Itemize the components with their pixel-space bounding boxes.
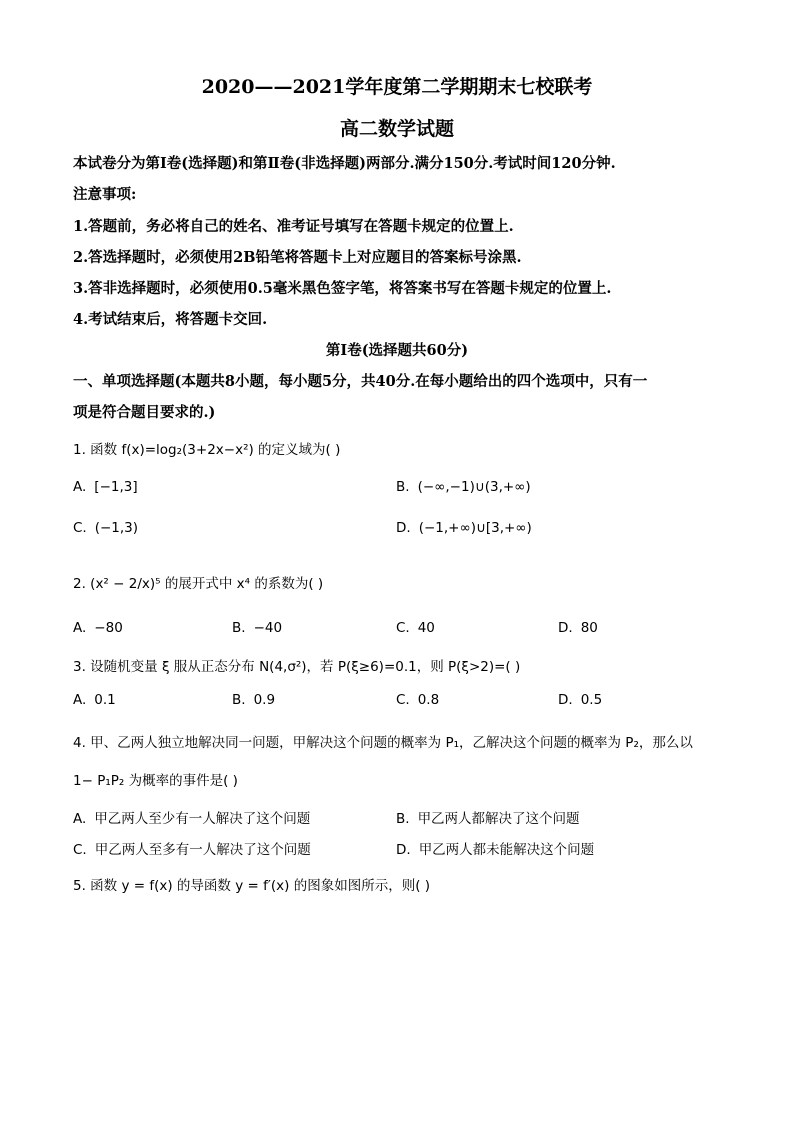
option-label: B.: [396, 479, 410, 495]
option-label: A.: [73, 479, 87, 495]
option-label: C.: [396, 620, 410, 636]
exam-intro: 本试卷分为第Ⅰ卷(选择题)和第Ⅱ卷(非选择题)两部分.满分150分.考试时间120分钟.: [73, 155, 616, 172]
question-4-stem-cont: 1− P₁P₂ 为概率的事件是( ): [73, 773, 238, 789]
question-3-option-d: [558, 692, 602, 708]
question-2-option-d: [558, 620, 598, 636]
exam-title: 2020——2021学年度第二学期期末七校联考: [201, 76, 593, 98]
option-text: 甲乙两人都未能解决这个问题: [418, 842, 595, 858]
option-text: −80: [94, 620, 123, 636]
note-item: 4.考试结束后，将答题卡交回.: [73, 311, 268, 328]
option-text: (−1,3): [94, 520, 139, 536]
option-text: 甲乙两人至少有一人解决了这个问题: [94, 811, 311, 827]
option-label: C.: [396, 692, 410, 708]
option-text: [−1,3]: [94, 479, 138, 495]
option-text: 0.1: [94, 692, 116, 708]
question-1-option-b: [396, 479, 531, 495]
question-2-option-a: [73, 620, 123, 636]
part-heading-cont: 项是符合题目要求的.): [73, 404, 216, 421]
option-label: B.: [396, 811, 410, 827]
question-3-option-b: [232, 692, 275, 708]
question-3-option-c: [396, 692, 439, 708]
question-4-option-d: [396, 838, 594, 858]
question-4-stem: 4. 甲、乙两人独立地解决同一问题，甲解决这个问题的概率为 P₁，乙解决这个问题的概率为 P₂，那么以: [73, 735, 693, 751]
option-text: 40: [417, 620, 435, 636]
option-text: (−1,+∞)∪[3,+∞): [418, 520, 532, 536]
option-text: 甲乙两人至多有一人解决了这个问题: [94, 842, 311, 858]
option-text: 0.9: [253, 692, 276, 708]
question-1-stem: 1. 函数 f(x)=log₂(3+2x−x²) 的定义域为( ): [73, 442, 341, 458]
note-item: 1.答题前，务必将自己的姓名、准考证号填写在答题卡规定的位置上.: [73, 218, 514, 235]
option-text: 80: [580, 620, 598, 636]
option-text: 甲乙两人都解决了这个问题: [417, 811, 580, 827]
option-label: D.: [558, 620, 573, 636]
option-label: D.: [396, 842, 411, 858]
option-label: C.: [73, 842, 87, 858]
question-2-option-c: [396, 620, 435, 636]
note-item: 2.答选择题时，必须使用2B铅笔将答题卡上对应题目的答案标号涂黑.: [73, 249, 522, 266]
section-title: 第Ⅰ卷(选择题共60分): [325, 342, 469, 359]
option-text: 0.5: [580, 692, 603, 708]
question-2-option-b: [232, 620, 282, 636]
note-item: 3.答非选择题时，必须使用0.5毫米黑色签字笔，将答案书写在答题卡规定的位置上.: [73, 280, 612, 297]
notes-heading: 注意事项:: [73, 186, 137, 203]
question-4-option-a: [73, 807, 310, 827]
question-1-option-c: [73, 520, 138, 536]
question-3-stem: 3. 设随机变量 ξ 服从正态分布 N(4,σ²)，若 P(ξ≥6)=0.1，则 P(ξ>2)=( ): [73, 659, 521, 675]
option-label: C.: [73, 520, 87, 536]
option-label: B.: [232, 692, 246, 708]
question-4-option-b: [396, 807, 580, 827]
option-label: B.: [232, 620, 246, 636]
exam-subtitle: 高二数学试题: [339, 118, 454, 140]
option-label: D.: [396, 520, 411, 536]
option-label: A.: [73, 692, 87, 708]
option-label: A.: [73, 811, 87, 827]
part-heading: 一、单项选择题(本题共8小题，每小题5分，共40分.在每小题给出的四个选项中，只有一: [73, 373, 648, 390]
question-4-option-c: [73, 838, 311, 858]
option-label: A.: [73, 620, 87, 636]
option-text: 0.8: [417, 692, 440, 708]
option-text: (−∞,−1)∪(3,+∞): [417, 479, 531, 495]
question-3-option-a: [73, 692, 116, 708]
option-label: D.: [558, 692, 573, 708]
question-1-option-d: [396, 520, 532, 536]
question-2-stem: 2. (x² − 2/x)⁵ 的展开式中 x⁴ 的系数为( ): [73, 576, 324, 592]
option-text: −40: [253, 620, 283, 636]
question-5-stem: 5. 函数 y = f(x) 的导函数 y = f′(x) 的图象如图所示，则( ): [73, 878, 431, 894]
question-1-option-a: [73, 479, 138, 495]
